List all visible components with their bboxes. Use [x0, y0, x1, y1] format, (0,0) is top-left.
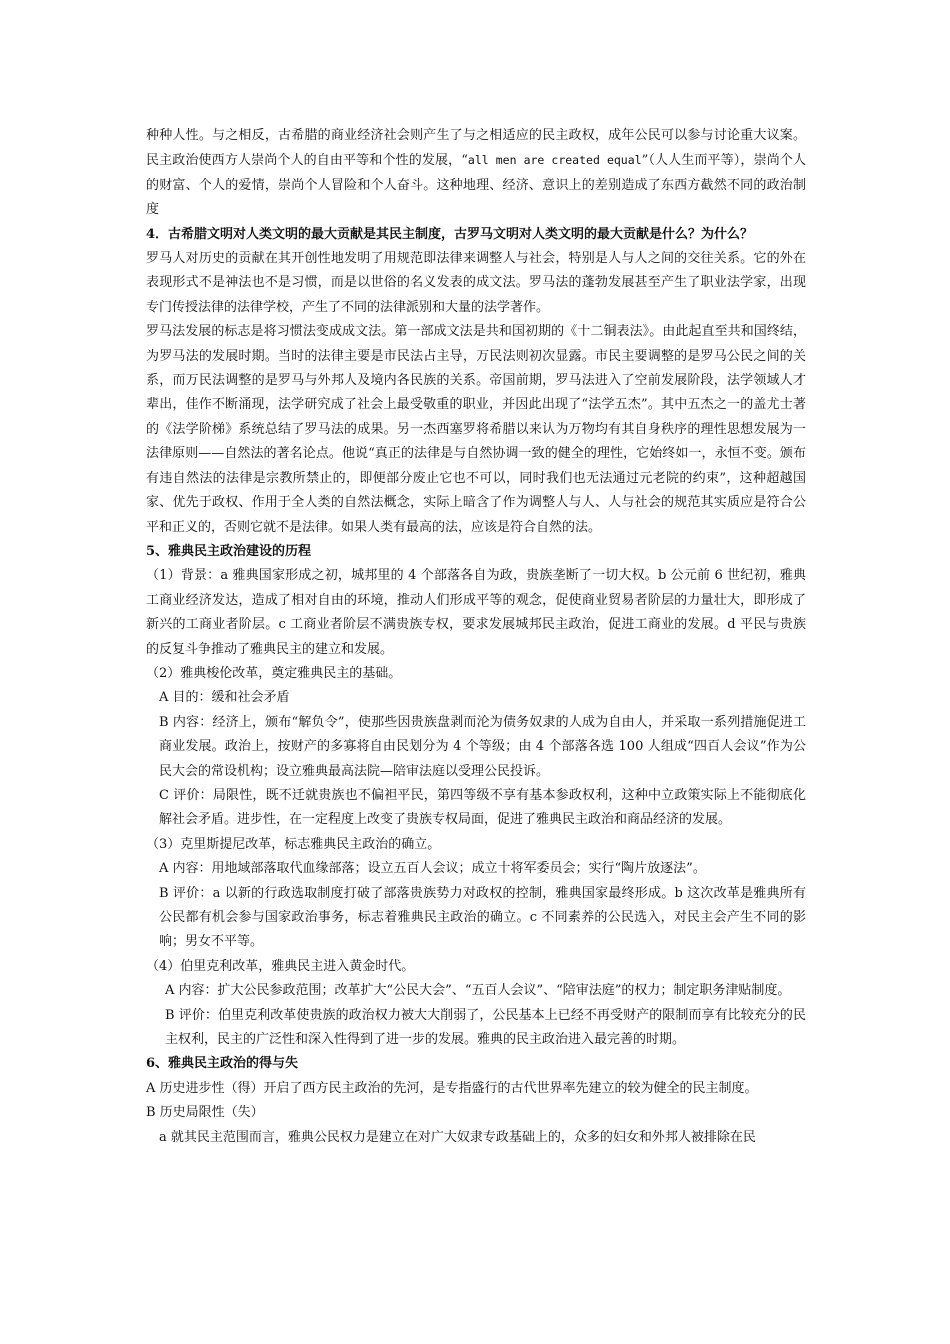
section-6-b: B 历史局限性（失）: [146, 1105, 264, 1121]
section-4-paragraph-2: 罗马法发展的标志是将习惯法变成成文法。第一部成文法是共和国初期的《十二铜表法》。由此起直至共和国终结，为罗马法的发展时期。当时的法律主要是市民法占主导，万民法则初次显露。市民主要调整的是罗马公民之间的关系，而万民法调整的是罗马与外邦人及境内各民族的关系。帝国前期，罗马法进入了空前发展阶段，法学领域人才辈出，佳作不断涌现，法学研究成了社会上最受敬重的职业，并因此出现了“法学五杰”。其中五杰之一的盖尤士著的《法学阶梯》系统总结了罗马法的成果。另一杰西塞罗将希腊以来认为万物均有其自身秩序的理性思想发展为一法律原则——自然法的著名论点。他说“真正的法律是与自然协调一致的健全的理性，它始终如一，永恒不变。颁布有违自然法的法律是宗教所禁止的，即便部分废止它也不可以，同时我们也无法通过元老院的约束”，这种超越国家、优先于政权、作用于全人类的自然法概念，实际上暗含了作为调整人与人、人与社会的规范其实质应是符合公平和正义的，否则它就不是法律。如果人类有最高的法，应该是符合自然的法。: [146, 324, 806, 535]
section-6-a: A 历史进步性（得）开启了西方民主政治的先河，是专指盛行的古代世界率先建立的较为健全的民主制度。: [146, 1080, 758, 1096]
section-5-cleisthenes-title: （3）克里斯提尼改革，标志雅典民主政治的确立。: [146, 836, 441, 852]
section-5-solon-b: B 内容：经济上，颁布“解负令”，使那些因贵族盘剥而沦为债务奴隶的人成为自由人，并采取一系列措施促进工商业发展。政治上，按财产的多寡将自由民划分为 4 个等级；由 4 个部落各选 100 人组成“四百人会议”作为公民大会的常设机构；设立雅典最高法院—陪审法庭以受理公民投诉。: [159, 714, 806, 779]
section-5-solon-title: （2）雅典梭伦改革，奠定雅典民主的基础。: [146, 665, 402, 681]
section-6-b-a: a 就其民主范围而言，雅典公民权力是建立在对广大奴隶专政基础上的，众多的妇女和外邦人被排除在民: [159, 1129, 756, 1145]
section-5-solon-c: C 评价：局限性，既不迁就贵族也不偏袒平民，第四等级不享有基本参政权利，这种中立政策实际上不能彻底化解社会矛盾。进步性，在一定程度上改变了贵族专权局面，促进了雅典民主政治和商品经济的发展。: [159, 787, 806, 828]
document-page: [146, 124, 806, 1150]
section-5-solon-a: A 目的：缓和社会矛盾: [159, 690, 290, 706]
intro-text-part1: 种种人性。与之相反，古希腊的商业经济社会则产生了与之相适应的民主政权，成年公民可以参与讨论重大议案。民主政治使西方人崇尚个人的自由平等和个性的发展，“: [146, 128, 806, 169]
section-5-pericles-title: （4）伯里克利改革，雅典民主进入黄金时代。: [146, 958, 415, 974]
section-5-pericles-b: B 评价：伯里克利改革使贵族的政治权力被大大削弱了，公民基本上已经不再受财产的限制而享有比较充分的民主权利，民主的广泛性和深入性得到了进一步的发展。雅典的民主政治进入最完善的时期。: [165, 1007, 806, 1048]
section-5-cleisthenes-b: B 评价：a 以新的行政选取制度打破了部落贵族势力对政权的控制，雅典国家最终形成。b 这次改革是雅典所有公民都有机会参与国家政治事务，标志着雅典民主政治的确立。c 不同素养的公民选入，对民主会产生不同的影响；男女不平等。: [159, 885, 806, 950]
section-5-background: （1）背景：a 雅典国家形成之初，城邦里的 4 个部落各自为政，贵族垄断了一切大权。b 公元前 6 世纪初，雅典工商业经济发达，造成了相对自由的环境，推动人们形成平等的观念，促使商业贸易者阶层的力量壮大，即形成了新兴的工商业者阶层。c 工商业者阶层不满贵族专权，要求发展城邦民主政治，促进工商业的发展。d 平民与贵族的反复斗争推动了雅典民主的建立和发展。: [146, 568, 806, 657]
section-4-paragraph-1: 罗马人对历史的贡献在其开创性地发明了用规范即法律来调整人与社会，特别是人与人之间的交往关系。它的外在表现形式不是神法也不是习惯，而是以世俗的名义发表的成文法。罗马法的蓬勃发展甚至产生了职业法学家，出现专门传授法律的法律学校，产生了不同的法律派别和大量的法学著作。: [146, 251, 806, 315]
intro-paragraph: [146, 124, 806, 223]
intro-text-part2: ”（人人生而平等），崇尚个人的财富、个人的爱情，崇尚个人冒险和个人奋斗。这种地理、经济、意识上的差别造成了东西方截然不同的政治制度: [146, 153, 806, 218]
section-4-heading: 4．古希腊文明对人类文明的最大贡献是其民主制度，古罗马文明对人类文明的最大贡献是什么？为什么？: [146, 226, 754, 242]
intro-english-quote: all men are created equal: [467, 153, 642, 168]
section-5-cleisthenes-a: A 内容：用地域部落取代血缘部落；设立五百人会议；成立十将军委员会；实行“陶片放逐法”。: [159, 861, 706, 877]
section-5-heading: 5、雅典民主政治建设的历程: [146, 543, 312, 559]
section-5-pericles-a: A 内容：扩大公民参政范围；改革扩大“公民大会”、“五百人会议”、“陪审法庭”的权力；制定职务津贴制度。: [165, 983, 791, 999]
section-6-heading: 6、雅典民主政治的得与失: [146, 1056, 299, 1072]
